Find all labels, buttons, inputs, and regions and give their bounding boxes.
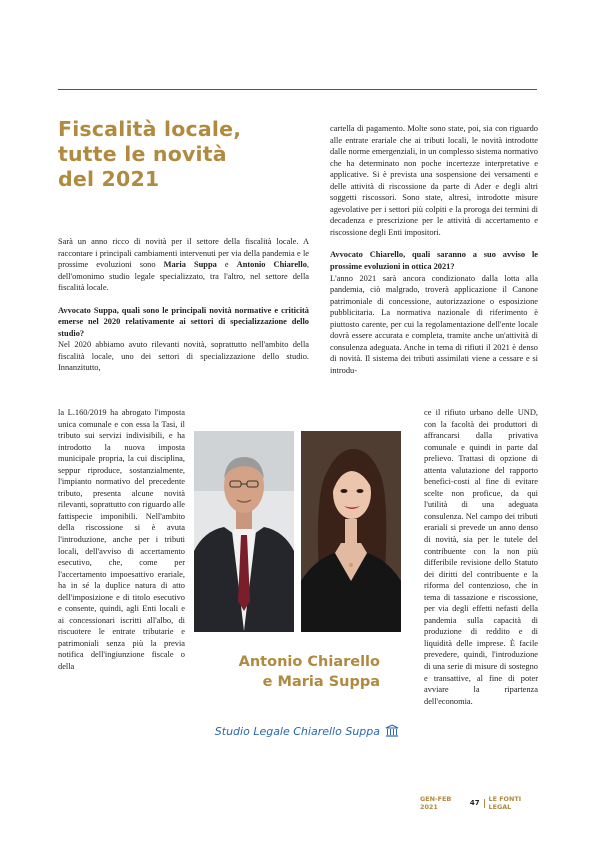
caption-name-line-1: Antonio Chiarello: [238, 654, 380, 670]
name-chiarello: Antonio Chiarello: [236, 260, 307, 270]
answer-1-wide: Nel 2020 abbiamo avuto rilevanti novità, soprattutto nell'ambito della fiscalità locale, uno dei settori di specializzazione dello studio. Innanzitutto,: [58, 340, 309, 373]
title-line-3: del 2021: [58, 167, 160, 191]
title-line-1: Fiscalità locale,: [58, 117, 242, 141]
article-title: [58, 117, 298, 192]
photo-antonio-chiarello: [194, 431, 294, 632]
question-1: Avvocato Suppa, quali sono le principali novità normative e criticità emerse nel 2020 relativamente ai settori di specializzazione dello studio?: [58, 305, 309, 338]
courthouse-icon: [385, 724, 399, 738]
footer-brand: LE FONTI LEGAL: [488, 795, 522, 811]
title-line-2: tutte le novità: [58, 142, 227, 166]
name-suppa: Maria Suppa: [163, 260, 217, 270]
page-footer: [420, 797, 540, 809]
answer-2-narrow: ce il rifiuto urbano delle UND, con la facoltà dei produttori di affrancarsi dalla privativa comunale e quindi in parte dal prelievo. Trattasi di opzione di attenta valutazione del rapporto benefici-costi al fine di evitare scelte non proficue, da qui l'utilità di una adeguata consulenza. Nel campo dei tributi erariali si prevede un anno denso di novità, sia per le tutele del contribuente con la non più differibile revisione dello Statuto dei diritti del contribuente e la riforma del contenzioso, che in tema di tassazione e riscossione, per via degli effetti nefasti della pandemia sulla capacità di produzione di reddito e di liquidità delle imprese. È facile prevedere, quindi, l'introduzione di una serie di misure di sostegno e transattive, al fine di poter avviare la ripartenza dell'economia.: [424, 408, 538, 706]
top-rule: [58, 89, 537, 90]
footer-separator: [484, 799, 485, 808]
caption-name-line-2: e Maria Suppa: [262, 674, 380, 690]
portrait-woman-illustration: [301, 431, 401, 632]
photo-maria-suppa: [301, 431, 401, 632]
left-column-narrow: [58, 407, 185, 673]
answer-1-narrow: la L.160/2019 ha abrogato l'imposta unica comunale e con essa la Tasi, il tributo sui servizi indivisibili, e ha introdotto la nuova imposta municipale propria, la cui disciplina, seppur riproduce, sostanzialmente, l'impianto normativo del precedente tributo, presenta alcune novità rilevanti, soprattutto con riguardo alle fattispecie imponibili. Nell'ambito della riscossione si è avuta l'introduzione, anche per i tributi locali, dell'avviso di accertamento esecutivo, che, come per l'accertamento impoesattivo erariale, ha in sé la duplice natura di atto dell'imposizione e di titolo esecutivo e consente, quindi, agli Enti locali e ai concessionari iscritti all'albo, di riscuotere le entrate tributarie e patrimoniali senza più la previa notifica dell'ingiunzione fiscale o della: [58, 408, 185, 672]
answer-1-continuation: cartella di pagamento. Molte sono state, poi, sia con riguardo alle entrate erariale che ai tributi locali, le novità introdotte dalle norme emergenziali, in un complesso sistema normativo che ha determinato non poche incertezze interpretative e applicative. Si è prevista una sospensione dei versamenti e delle attività di riscossione da parte di Ader e degli altri soggetti riscossori. Sono state, altresì, introdotte misure agevolative per i settori più colpiti e la proroga dei termini di decadenza e prescrizione per le attività di accertamento e riscossione degli Enti impositori.: [330, 124, 538, 237]
footer-issue: GEN-FEB 2021: [420, 795, 452, 811]
right-column-wide: [330, 123, 538, 376]
question-2: Avvocato Chiarello, quali saranno a suo avviso le prossime evoluzioni in ottica 2021?: [330, 250, 538, 272]
caption-firm-name: Studio Legale Chiarello Suppa: [214, 725, 380, 738]
portrait-man-illustration: [194, 431, 294, 632]
footer-page-number: 47: [469, 799, 480, 807]
intro-paragraph: Sarà un anno ricco di novità per il settore della fiscalità locale. A raccontare i principali cambiamenti intervenuti per via della pandemia e le prossime evoluzioni sono Maria Suppa e Antonio Chiarello, dell'omonimo studio legale specializzato, tra l'altro, nel settore della fiscalità locale.: [58, 237, 309, 293]
answer-2-wide: L'anno 2021 sarà ancora condizionato dalla lotta alla pandemia, ciò malgrado, troverà applicazione il Canone patrimoniale di concessione, autorizzazione o esposizione pubblicitaria. La normativa nazionale di riferimento è piuttosto carente, per cui la regolamentazione dell'ente locale dovrà essere accurata e completa, tramite anche un'attività di consulenza adeguata. Anche in tema di rifiuti il 2021 è denso di novità. Il sistema dei tributi assimilati viene a cessare e si introdu-: [330, 273, 538, 375]
right-column-narrow: [424, 407, 538, 707]
left-column-wide: [58, 236, 309, 374]
caption-names: [200, 652, 380, 692]
